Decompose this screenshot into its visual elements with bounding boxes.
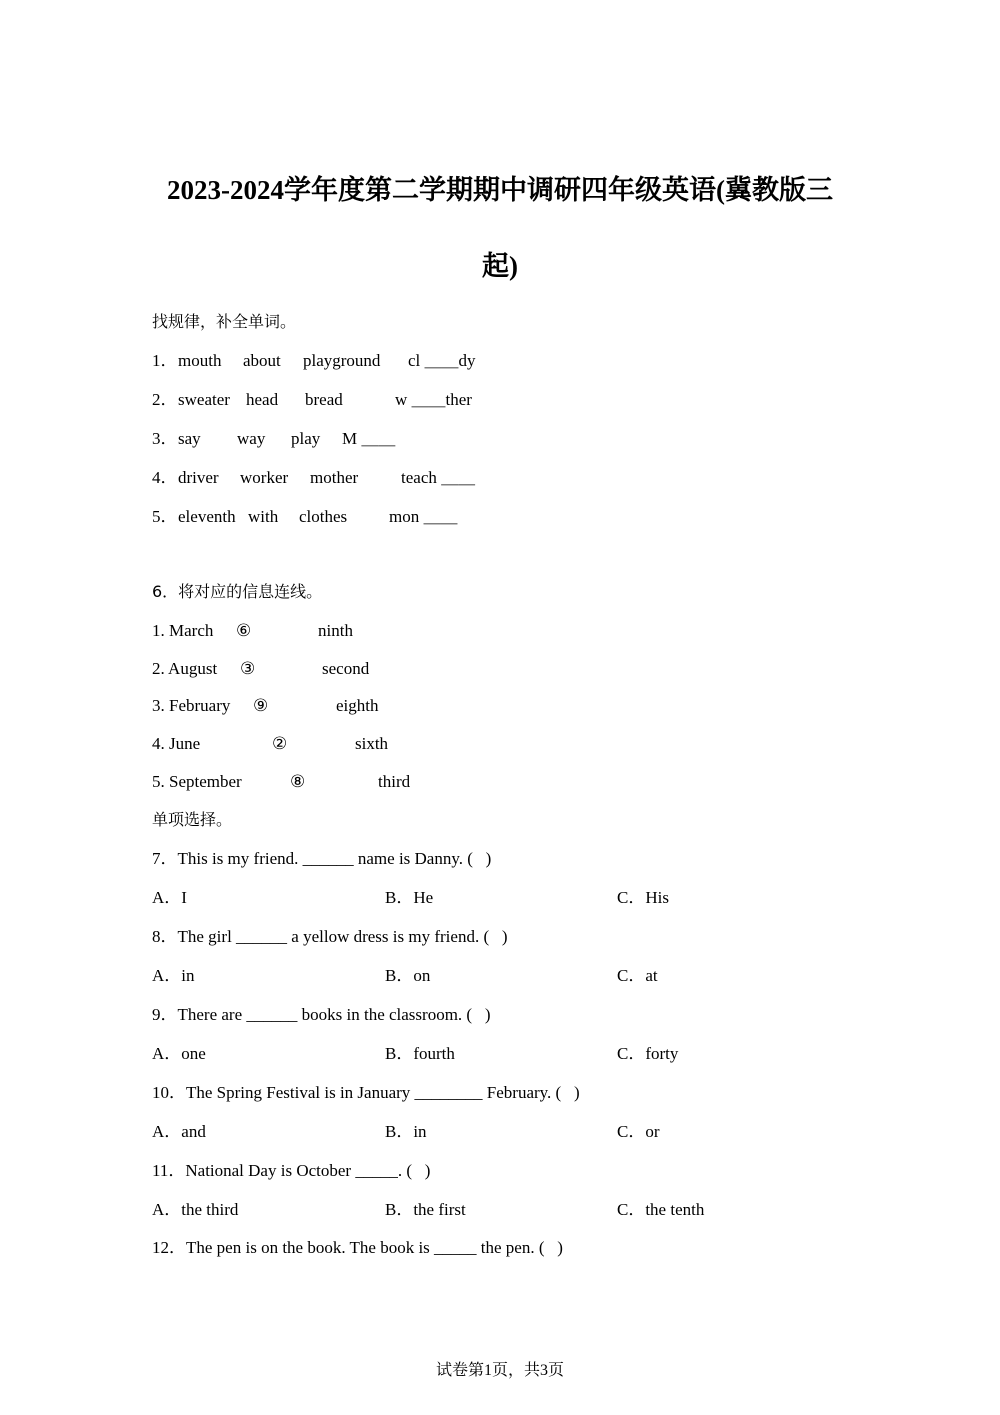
option-c: C．His xyxy=(617,888,669,907)
blank-word: teach ＿＿ xyxy=(401,468,476,487)
question-text: 8．The girl ______ a yellow dress is my friend. ( ) xyxy=(152,927,508,946)
option-b: B．He xyxy=(385,888,434,907)
question-text: 7．This is my friend. ______ name is Danny. ( ) xyxy=(152,849,492,868)
option-a: A．one xyxy=(152,1044,206,1063)
word: head xyxy=(246,390,279,409)
item-number: 3． xyxy=(152,429,178,448)
item-number: 5． xyxy=(152,507,178,526)
word: mouth xyxy=(178,351,222,370)
option-a: A．the third xyxy=(152,1200,239,1219)
option-c: C．the tenth xyxy=(617,1200,705,1219)
item-number: 4． xyxy=(152,468,178,487)
match-mid: ⑧ xyxy=(290,772,306,791)
match-right: third xyxy=(378,772,411,791)
question-text: 9．There are ______ books in the classroom. ( ) xyxy=(152,1005,491,1024)
match-left: 4. June xyxy=(152,734,201,753)
match-right: ninth xyxy=(318,621,353,640)
item-number: 1． xyxy=(152,351,178,370)
option-c: C．or xyxy=(617,1122,660,1141)
option-b: B．in xyxy=(385,1122,427,1141)
item-number: 2． xyxy=(152,390,178,409)
blank-word: mon ＿＿ xyxy=(389,507,458,526)
word: mother xyxy=(310,468,359,487)
word: with xyxy=(248,507,279,526)
match-mid: ② xyxy=(272,734,288,753)
match-right: second xyxy=(322,659,370,678)
match-mid: ③ xyxy=(240,659,256,678)
option-c: C．at xyxy=(617,966,658,985)
section3-heading: 单项选择。 xyxy=(152,810,233,829)
page-title-line1: 2023-2024学年度第二学期期中调研四年级英语(冀教版三 xyxy=(167,175,833,205)
option-c: C．forty xyxy=(617,1044,679,1063)
question-text: 10．The Spring Festival is in January ________ February. ( ) xyxy=(152,1083,580,1102)
option-a: A．and xyxy=(152,1122,206,1141)
option-b: B．the first xyxy=(385,1200,466,1219)
option-b: B．fourth xyxy=(385,1044,455,1063)
word: sweater xyxy=(178,390,230,409)
word: about xyxy=(243,351,281,370)
word: bread xyxy=(305,390,343,409)
blank-word: M ＿＿ xyxy=(342,429,396,448)
word: driver xyxy=(178,468,219,487)
section2-heading: 6．将对应的信息连线。 xyxy=(152,582,323,601)
question-text: 11．National Day is October _____. ( ) xyxy=(152,1161,431,1180)
word: worker xyxy=(240,468,289,487)
page-footer: 试卷第1页，共3页 xyxy=(435,1362,564,1379)
match-left: 1. March xyxy=(152,621,214,640)
option-b: B．on xyxy=(385,966,431,985)
word: eleventh xyxy=(178,507,236,526)
option-a: A．in xyxy=(152,966,195,985)
option-a: A．I xyxy=(152,888,187,907)
page-title-line2: 起) xyxy=(482,251,518,281)
word: say xyxy=(178,429,201,448)
blank-word: w ＿＿ther xyxy=(395,390,472,409)
match-left: 5. September xyxy=(152,772,242,791)
word: way xyxy=(237,429,266,448)
word: playground xyxy=(303,351,381,370)
match-right: sixth xyxy=(355,734,389,753)
match-left: 2. August xyxy=(152,659,218,678)
word: clothes xyxy=(299,507,348,526)
section1-heading: 找规律，补全单词。 xyxy=(152,312,297,331)
question-text: 12．The pen is on the book. The book is _____ the pen. ( ) xyxy=(152,1238,563,1257)
blank-word: cl ＿＿dy xyxy=(408,351,476,370)
match-mid: ⑥ xyxy=(236,621,252,640)
match-left: 3. February xyxy=(152,696,231,715)
match-right: eighth xyxy=(336,696,379,715)
match-mid: ⑨ xyxy=(253,696,269,715)
word: play xyxy=(291,429,321,448)
